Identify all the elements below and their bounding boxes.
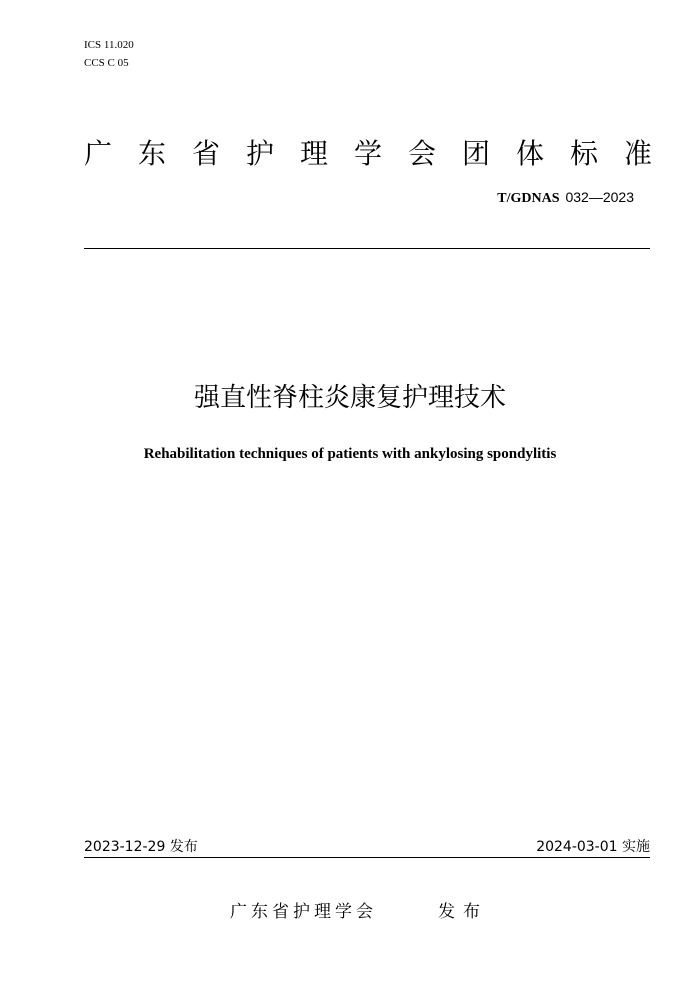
document-title-english: Rehabilitation techniques of patients with ankylosing spondylitis (143, 446, 557, 462)
issue-label: 发布 (438, 902, 488, 922)
standard-code: T/GDNAS (497, 191, 560, 206)
implement-date: 2024-03-01 实施 (536, 839, 650, 855)
publish-date: 2023-12-29 发布 (84, 839, 198, 855)
ics-code: ICS 11.020 (84, 39, 134, 51)
classification-codes (84, 36, 134, 72)
top-divider (84, 248, 650, 249)
bottom-divider (84, 857, 650, 858)
issuing-organization: 广东省护理学会 (230, 902, 377, 922)
ccs-code: CCS C 05 (84, 57, 129, 69)
date-row (84, 838, 650, 856)
organization-standard-title: 广东省护理学会团体标准 (84, 137, 679, 170)
standard-serial: 032—2023 (565, 189, 634, 205)
document-title-chinese: 强直性脊柱炎康复护理技术 (193, 383, 506, 413)
standard-number (497, 189, 634, 207)
